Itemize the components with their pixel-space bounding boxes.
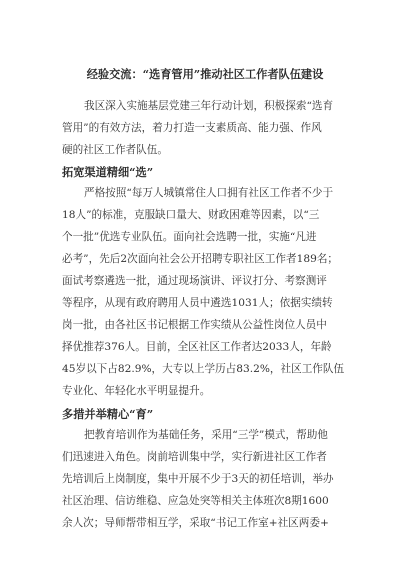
section1-line-6: 等程序，从现有政府聘用人员中遴选1031人；依据实绩转 xyxy=(62,297,333,309)
section1-line-2: 18人”的标准，克服缺口量大、财政困难等因素，以“三 xyxy=(62,209,320,221)
section2-heading: 多措并举精心“育” xyxy=(62,407,154,421)
section2-line-1: 把教育培训作为基础任务，采用“三学”模式，帮助他 xyxy=(84,429,328,441)
section1-line-8: 择优推荐376人。目前，全区社区工作者达2033人，年龄 xyxy=(62,341,332,353)
section2-line-5: 余人次；导师帮带相互学，采取“书记工作室+社区两委+ xyxy=(62,517,329,529)
intro-line-3: 硬的社区工作者队伍。 xyxy=(62,144,168,156)
intro-line-2: 管用”的有效方法，着力打造一支素质高、能力强、作风 xyxy=(62,122,322,134)
section1-line-1: 严格按照“每万人城镇常住人口拥有社区工作者不少于 xyxy=(84,187,334,199)
section2-line-2: 们迅速进入角色。岗前培训集中学，实行新进社区工作者 xyxy=(62,451,327,463)
section2-line-3: 先培训后上岗制度，集中开展不少于3天的初任培训，举办 xyxy=(62,473,334,485)
section1-line-10: 专业化、年轻化水平明显提升。 xyxy=(62,385,211,397)
document-title: 经验交流：“选育管用”推动社区工作者队伍建设 xyxy=(86,67,324,81)
intro-line-1: 我区深入实施基层党建三年行动计划，积极探索“选育 xyxy=(84,100,334,112)
section1-line-5: 面试考察遴选一批，通过现场演讲、评议打分、考察测评 xyxy=(62,275,327,287)
section2-line-4: 社区治理、信访维稳、应急处突等相关主体班次8期1600 xyxy=(62,495,329,507)
section1-line-4: 必考”，先后2次面向社会公开招聘专职社区工作者189名； xyxy=(62,253,339,265)
section1-line-7: 岗一批，由各社区书记根据工作实绩从公益性岗位人员中 xyxy=(62,319,327,331)
section1-line-3: 个一批”优选专业队伍。面向社会选聘一批，实施“凡进 xyxy=(62,231,317,243)
section1-line-9: 45岁以下占82.9%，大专以上学历占83.2%，社区工作队伍 xyxy=(62,363,345,375)
section1-heading: 拓宽渠道精细“选” xyxy=(62,165,154,179)
